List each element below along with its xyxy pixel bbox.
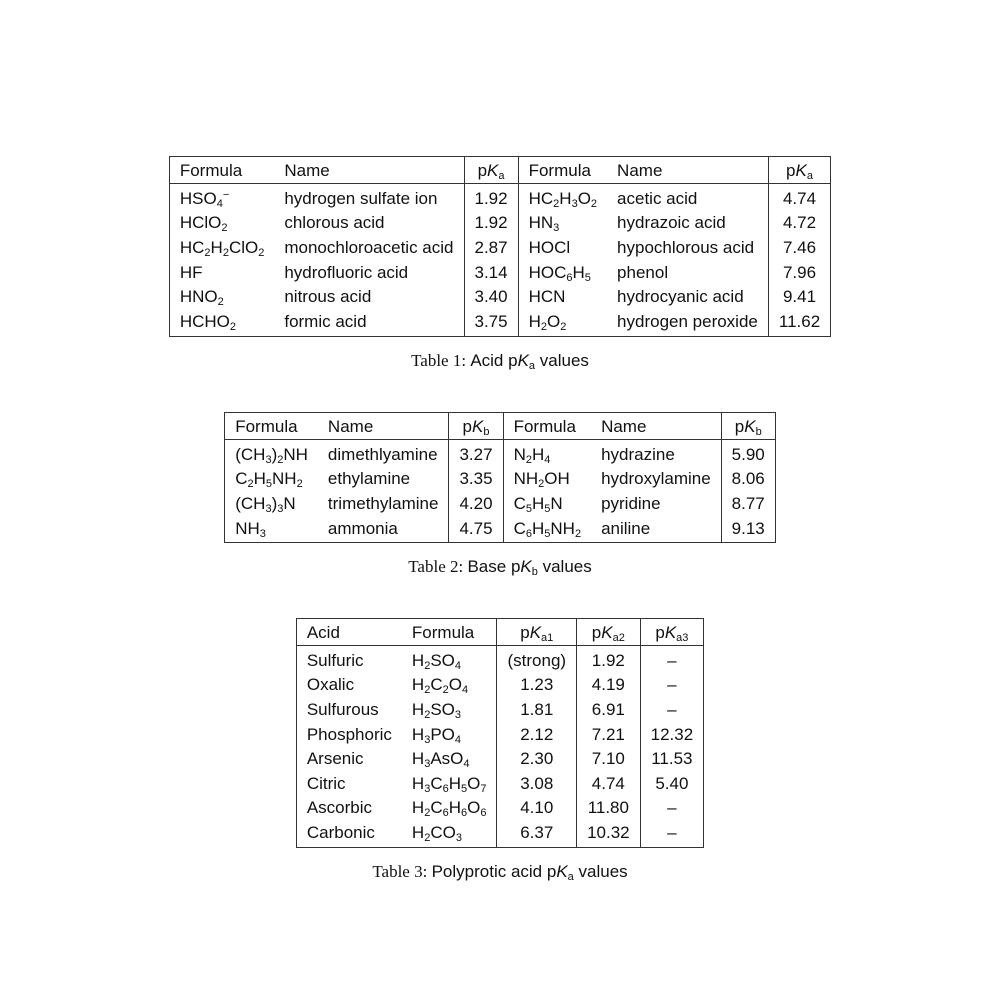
- formula-cell: $HSO_4^-$: [179, 188, 230, 210]
- polyprotic-acid-table: [296, 618, 704, 848]
- caption-text: Base $pK_b$ values: [467, 557, 592, 579]
- table-row: [296, 722, 703, 747]
- table-header-row: [296, 619, 703, 646]
- table2-caption: [0, 557, 1000, 577]
- name-cell: nitrous acid: [284, 287, 372, 307]
- pka1-cell: (strong): [497, 646, 577, 673]
- formula-cell: $(CH_3)_3N$: [235, 493, 296, 515]
- name-cell: hydrogen peroxide: [617, 311, 758, 331]
- formula-cell: HF: [179, 262, 203, 282]
- pka1-cell: 1.23: [497, 673, 577, 698]
- formula-cell: $H_2C_2O_4$: [411, 675, 469, 697]
- acid-cell: Arsenic: [306, 749, 364, 769]
- pka3-cell: 5.40: [640, 771, 704, 796]
- formula-cell: $HN_3$: [518, 211, 607, 236]
- pka-cell: 9.41: [768, 284, 830, 309]
- pka-cell: 11.62: [768, 309, 830, 336]
- pka3-cell: –: [640, 796, 704, 821]
- acid-pka-table: [169, 156, 831, 337]
- col-formula-header: Formula: [225, 413, 318, 440]
- pka3-cell: 11.53: [640, 746, 704, 771]
- table-row: [169, 309, 830, 336]
- formula-cell: $HOC_6H_5$: [518, 260, 607, 285]
- pkb-cell: 5.90: [721, 440, 775, 467]
- col-formula-header: Formula: [402, 619, 497, 646]
- pka2-cell: 10.32: [577, 820, 641, 847]
- formula-cell: HCN: [518, 284, 607, 309]
- pka2-cell: 11.80: [577, 796, 641, 821]
- table-header-row: [225, 413, 776, 440]
- name-cell: hydrofluoric acid: [284, 262, 409, 282]
- col-pkb-header: $pK_b$: [449, 413, 503, 440]
- base-pkb-table: [224, 412, 776, 543]
- caption-text: Polyprotic acid $pK_a$ values: [431, 861, 628, 883]
- acid-cell: Citric: [306, 773, 346, 793]
- table-row: [296, 646, 703, 673]
- col-pka-header: $pK_a$: [464, 157, 518, 184]
- name-cell: ethylamine: [327, 469, 411, 489]
- table-row: [296, 697, 703, 722]
- pka1-cell: 1.81: [497, 697, 577, 722]
- name-cell: chlorous acid: [284, 213, 385, 233]
- formula-cell: $H_2CO_3$: [411, 822, 462, 844]
- formula-cell: $H_2C_6H_6O_6$: [411, 798, 487, 820]
- pka3-cell: –: [640, 820, 704, 847]
- formula-cell: $C_6H_5NH_2$: [503, 516, 591, 543]
- pka3-cell: –: [640, 646, 704, 673]
- name-cell: trimethylamine: [327, 493, 439, 513]
- col-pkb-header: $pK_b$: [721, 413, 775, 440]
- pka2-cell: 4.19: [577, 673, 641, 698]
- formula-cell: $H_3C_6H_5O_7$: [411, 773, 487, 795]
- pka3-cell: –: [640, 697, 704, 722]
- pka2-cell: 6.91: [577, 697, 641, 722]
- formula-cell: $NH_3$: [235, 518, 266, 540]
- pka-cell: 2.87: [464, 235, 518, 260]
- table-row: [225, 491, 776, 516]
- col-name-header: Name: [318, 413, 449, 440]
- acid-cell: Sulfurous: [306, 699, 379, 719]
- pka-cell: 7.46: [768, 235, 830, 260]
- table-row: [225, 440, 776, 467]
- pka1-cell: 6.37: [497, 820, 577, 847]
- acid-cell: Carbonic: [306, 822, 375, 842]
- name-cell: hydrazine: [601, 444, 675, 464]
- table1-block: [0, 156, 1000, 371]
- table-body: [296, 646, 703, 848]
- formula-cell: $HNO_2$: [179, 287, 224, 309]
- pka2-cell: 1.92: [577, 646, 641, 673]
- table-row: [296, 820, 703, 847]
- name-cell: dimethlyamine: [327, 444, 438, 464]
- pka2-cell: 7.21: [577, 722, 641, 747]
- caption-label: Table 1:: [411, 350, 467, 370]
- table-row: [296, 796, 703, 821]
- pkb-cell: 8.77: [721, 491, 775, 516]
- name-cell: aniline: [601, 518, 651, 538]
- pka3-cell: –: [640, 673, 704, 698]
- formula-cell: $HCHO_2$: [179, 311, 237, 333]
- pka2-cell: 7.10: [577, 746, 641, 771]
- table3-block: [0, 618, 1000, 882]
- col-pka3-header: $pK_{a3}$: [640, 619, 704, 646]
- name-cell: hydrocyanic acid: [617, 287, 744, 307]
- formula-cell: $(CH_3)_2NH$: [235, 444, 308, 466]
- table-header-row: [169, 157, 830, 184]
- table-body: [169, 184, 830, 337]
- col-pka-header: $pK_a$: [768, 157, 830, 184]
- col-pka1-header: $pK_{a1}$: [497, 619, 577, 646]
- formula-cell: $HC_2H_2ClO_2$: [179, 237, 265, 259]
- caption-label: Table 3:: [372, 861, 428, 881]
- name-cell: pyridine: [601, 493, 661, 513]
- acid-cell: Phosphoric: [306, 724, 392, 744]
- formula-cell: $H_2O_2$: [518, 309, 607, 336]
- pkb-cell: 3.35: [449, 467, 503, 492]
- pkb-cell: 3.27: [449, 440, 503, 467]
- table-row: [296, 673, 703, 698]
- table-row: [169, 260, 830, 285]
- table-row: [225, 467, 776, 492]
- pka1-cell: 2.30: [497, 746, 577, 771]
- name-cell: hydrazoic acid: [617, 213, 726, 233]
- pka-cell: 3.14: [464, 260, 518, 285]
- formula-cell: $C_2H_5NH_2$: [235, 469, 303, 491]
- table-row: [296, 771, 703, 796]
- pka1-cell: 4.10: [497, 796, 577, 821]
- pkb-cell: 9.13: [721, 516, 775, 543]
- pka2-cell: 4.74: [577, 771, 641, 796]
- table-body: [225, 440, 776, 543]
- name-cell: hydrogen sulfate ion: [284, 188, 438, 208]
- col-formula-header: Formula: [503, 413, 591, 440]
- formula-cell: $N_2H_4$: [503, 440, 591, 467]
- table1-caption: [0, 351, 1000, 371]
- formula-cell: $H_2SO_3$: [411, 699, 461, 721]
- table-row: [169, 235, 830, 260]
- caption-label: Table 2:: [408, 557, 464, 577]
- pka1-cell: 3.08: [497, 771, 577, 796]
- pkb-cell: 4.75: [449, 516, 503, 543]
- pka-cell: 3.75: [464, 309, 518, 336]
- col-pka2-header: $pK_{a2}$: [577, 619, 641, 646]
- acid-cell: Sulfuric: [306, 650, 364, 670]
- name-cell: hypochlorous acid: [617, 237, 755, 257]
- col-name-header: Name: [274, 157, 464, 184]
- pka-cell: 3.40: [464, 284, 518, 309]
- table-row: [169, 211, 830, 236]
- name-cell: acetic acid: [617, 188, 698, 208]
- table2-block: [0, 412, 1000, 577]
- pka-cell: 1.92: [464, 184, 518, 211]
- table-row: [169, 184, 830, 211]
- formula-cell: $HC_2H_3O_2$: [518, 184, 607, 211]
- formula-cell: HClO$_2$: [179, 213, 228, 235]
- pka-cell: 7.96: [768, 260, 830, 285]
- formula-cell: $H_3AsO_4$: [411, 749, 470, 771]
- table3-caption: [0, 862, 1000, 882]
- pkb-cell: 4.20: [449, 491, 503, 516]
- col-name-header: Name: [607, 157, 768, 184]
- table-row: [225, 516, 776, 543]
- name-cell: monochloroacetic acid: [284, 237, 454, 257]
- formula-cell: $H_3PO_4$: [411, 724, 461, 746]
- pka-cell: 4.74: [768, 184, 830, 211]
- acid-cell: Ascorbic: [306, 798, 373, 818]
- name-cell: hydroxylamine: [601, 469, 711, 489]
- caption-text: Acid $pK_a$ values: [470, 350, 589, 372]
- name-cell: formic acid: [284, 311, 367, 331]
- col-formula-header: Formula: [518, 157, 607, 184]
- formula-cell: HOCl: [518, 235, 607, 260]
- table-row: [169, 284, 830, 309]
- name-cell: phenol: [617, 262, 669, 282]
- formula-cell: $NH_2OH$: [503, 467, 591, 492]
- col-formula-header: Formula: [169, 157, 274, 184]
- pka1-cell: 2.12: [497, 722, 577, 747]
- pka3-cell: 12.32: [640, 722, 704, 747]
- col-acid-header: Acid: [296, 619, 402, 646]
- formula-cell: $C_5H_5N$: [503, 491, 591, 516]
- pka-cell: 1.92: [464, 211, 518, 236]
- name-cell: ammonia: [327, 518, 398, 538]
- pka-cell: 4.72: [768, 211, 830, 236]
- formula-cell: $H_2SO_4$: [411, 650, 461, 672]
- acid-cell: Oxalic: [306, 675, 355, 695]
- pkb-cell: 8.06: [721, 467, 775, 492]
- col-name-header: Name: [591, 413, 721, 440]
- table-row: [296, 746, 703, 771]
